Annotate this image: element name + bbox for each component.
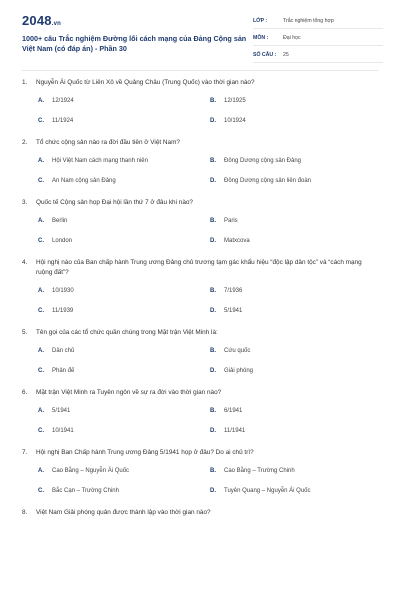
option-text: 11/1924 [52, 118, 74, 124]
answer-option[interactable] [38, 237, 210, 246]
answer-option[interactable] [38, 467, 210, 476]
meta-row-subject [253, 31, 383, 46]
question-text [22, 78, 378, 88]
option-text: Hội Việt Nam cách mạng thanh niên [52, 158, 148, 164]
option-text: Giải phóng [224, 368, 254, 374]
answer-options [22, 217, 378, 246]
question-item [22, 78, 378, 126]
answer-option[interactable] [210, 157, 382, 166]
option-letter: C. [38, 308, 44, 314]
answer-option[interactable] [38, 347, 210, 356]
option-letter: B. [210, 218, 216, 224]
question-text [22, 138, 378, 148]
meta-label: SỐ CÂU : [253, 52, 277, 58]
logo-suffix: .vn [51, 21, 62, 27]
option-letter: D. [210, 118, 216, 124]
answer-option[interactable] [210, 487, 382, 496]
option-text: Phản đế [52, 368, 75, 374]
question-item [22, 138, 378, 186]
answer-option[interactable] [38, 407, 210, 416]
meta-value: Trắc nghiệm tổng hợp [283, 18, 334, 24]
option-text: 11/1941 [224, 428, 246, 434]
question-number: 7. [22, 449, 28, 456]
question-number: 5. [22, 329, 28, 336]
question-number: 6. [22, 389, 28, 396]
option-text: Cứu quốc [224, 348, 251, 354]
option-letter: A. [38, 288, 44, 294]
answer-options [22, 467, 378, 496]
question-text [22, 448, 378, 458]
answer-option[interactable] [210, 237, 382, 246]
question-item [22, 448, 378, 496]
option-letter: B. [210, 158, 216, 164]
answer-option[interactable] [38, 217, 210, 226]
option-letter: B. [210, 468, 216, 474]
option-letter: C. [38, 238, 44, 244]
option-letter: C. [38, 118, 44, 124]
question-list [22, 78, 378, 530]
meta-value: Đại học [283, 35, 301, 41]
header-divider [22, 70, 378, 71]
question-item [22, 258, 378, 316]
option-letter: A. [38, 468, 44, 474]
meta-label: LỚP : [253, 18, 268, 24]
question-item [22, 508, 378, 518]
question-number: 3. [22, 199, 28, 206]
option-letter: A. [38, 218, 44, 224]
option-letter: D. [210, 428, 216, 434]
option-text: 11/1939 [52, 308, 74, 314]
question-number: 2. [22, 139, 28, 146]
question-body: Việt Nam Giải phóng quân được thành lập vào thời gian nào? [36, 509, 211, 516]
answer-options [22, 97, 378, 126]
option-letter: B. [210, 348, 216, 354]
question-body: Nguyễn Ái Quốc từ Liên Xô về Quảng Châu (Trung Quốc) vào thời gian nào? [36, 79, 255, 86]
answer-option[interactable] [210, 97, 382, 106]
option-letter: D. [210, 488, 216, 494]
question-body: Quốc tế Cộng sản họp Đại hội lần thứ 7 ở đâu khi nào? [36, 199, 193, 206]
answer-option[interactable] [210, 177, 382, 186]
answer-option[interactable] [210, 117, 382, 126]
option-letter: A. [38, 158, 44, 164]
question-number: 1. [22, 79, 28, 86]
option-letter: A. [38, 348, 44, 354]
option-letter: B. [210, 98, 216, 104]
option-text: 12/1924 [52, 98, 74, 104]
option-letter: A. [38, 408, 44, 414]
answer-option[interactable] [38, 367, 210, 376]
meta-value: 25 [283, 52, 289, 58]
meta-row-class [253, 14, 383, 29]
question-text [22, 328, 378, 338]
option-letter: D. [210, 178, 216, 184]
question-body: Tên gọi của các tổ chức quần chúng trong Mặt trận Việt Minh là: [36, 329, 218, 336]
meta-label: MÔN : [253, 35, 269, 41]
option-text: Berlin [52, 218, 68, 224]
question-item [22, 328, 378, 376]
option-letter: C. [38, 368, 44, 374]
question-item [22, 388, 378, 436]
option-text: Cao Bằng – Nguyễn Ái Quốc [52, 468, 130, 474]
option-text: Đông Dương cộng sản liên đoàn [224, 178, 312, 184]
option-text: Matxcova [224, 238, 250, 244]
option-letter: B. [210, 408, 216, 414]
option-text: An Nam cộng sản Đảng [52, 178, 116, 184]
answer-option[interactable] [38, 487, 210, 496]
answer-option[interactable] [38, 307, 210, 316]
option-text: Tuyên Quang – Nguyễn Ái Quốc [224, 488, 311, 494]
question-text [22, 198, 378, 208]
option-letter: C. [38, 428, 44, 434]
answer-option[interactable] [38, 117, 210, 126]
answer-options [22, 157, 378, 186]
option-text: 5/1941 [52, 408, 71, 414]
answer-options [22, 287, 378, 316]
option-text: 7/1936 [224, 288, 243, 294]
question-body: Hội nghị Ban Chấp hành Trung ương Đảng 5/1941 họp ở đâu? Do ai chủ trì? [36, 449, 254, 456]
answer-option[interactable] [38, 157, 210, 166]
option-text: Cao Bằng – Trường Chinh [224, 468, 295, 474]
option-letter: D. [210, 238, 216, 244]
option-text: 12/1925 [224, 98, 246, 104]
answer-options [22, 407, 378, 436]
answer-option[interactable] [38, 97, 210, 106]
answer-option[interactable] [38, 427, 210, 436]
question-body: Hội nghị nào của Ban chấp hành Trung ương Đảng chủ trương tạm gác khẩu hiệu “độc lập dân tộc” và “cách mạng ruộng đất”? [36, 259, 362, 276]
option-letter: D. [210, 308, 216, 314]
answer-option[interactable] [38, 177, 210, 186]
option-text: 10/1930 [52, 288, 74, 294]
question-item [22, 198, 378, 246]
question-text [22, 258, 378, 278]
option-letter: C. [38, 178, 44, 184]
site-logo[interactable] [22, 13, 61, 28]
answer-option[interactable] [210, 407, 382, 416]
option-text: Bắc Cạn – Trường Chinh [52, 488, 119, 494]
option-text: Paris [224, 218, 238, 224]
answer-option[interactable] [210, 467, 382, 476]
question-number: 8. [22, 509, 28, 516]
document-header [0, 0, 400, 62]
option-text: 5/1941 [224, 308, 243, 314]
answer-option[interactable] [210, 347, 382, 356]
document-meta [253, 14, 383, 65]
answer-options [22, 347, 378, 376]
option-text: Dân chủ [52, 348, 75, 354]
option-text: Đông Dương cộng sản Đảng [224, 158, 301, 164]
question-number: 4. [22, 259, 28, 266]
question-text [22, 388, 378, 398]
answer-option[interactable] [210, 367, 382, 376]
option-text: 10/1924 [224, 118, 246, 124]
option-letter: D. [210, 368, 216, 374]
option-letter: A. [38, 98, 44, 104]
option-letter: B. [210, 288, 216, 294]
option-letter: C. [38, 488, 44, 494]
option-text: London [52, 238, 73, 244]
meta-row-count [253, 48, 383, 63]
answer-option[interactable] [210, 217, 382, 226]
answer-option[interactable] [210, 427, 382, 436]
answer-option[interactable] [210, 307, 382, 316]
question-text [22, 508, 378, 518]
question-body: Mặt trận Việt Minh ra Tuyên ngôn về sự ra đời vào thời gian nào? [36, 389, 222, 396]
logo-text: 2048 [22, 13, 52, 28]
answer-option[interactable] [38, 287, 210, 296]
question-body: Tổ chức cộng sản nào ra đời đầu tiên ở Việt Nam? [36, 139, 180, 146]
option-text: 10/1941 [52, 428, 74, 434]
option-text: 6/1941 [224, 408, 243, 414]
answer-option[interactable] [210, 287, 382, 296]
document-title: 1000+ câu Trắc nghiệm Đường lối cách mạng của Đảng Cộng sản Việt Nam (có đáp án) - Phần 30 [22, 34, 247, 53]
